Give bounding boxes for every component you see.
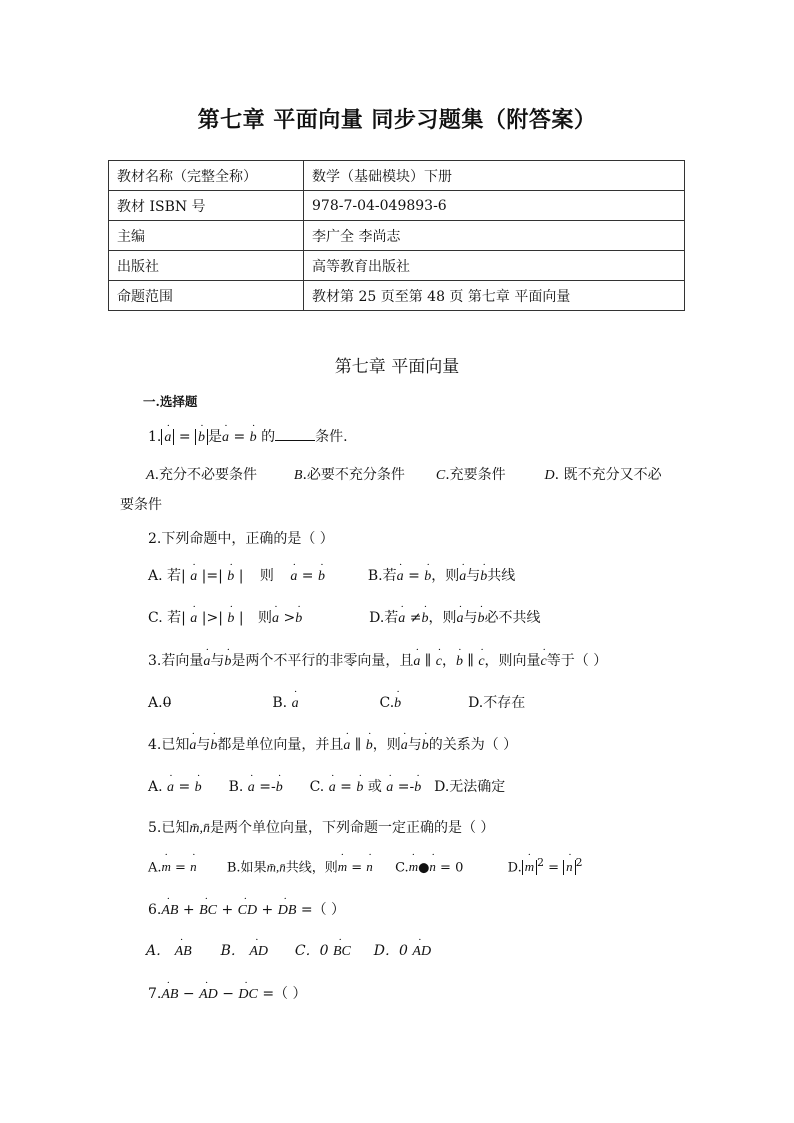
text: 条件. <box>315 429 348 445</box>
vector-DB: · DB <box>278 903 297 919</box>
table-row <box>109 251 685 281</box>
vector-a: · a <box>164 430 171 446</box>
text: 等于（ ） <box>546 653 608 669</box>
question-number: 1. <box>148 429 162 445</box>
option-letter: B <box>293 468 303 483</box>
option-a: A. <box>148 860 162 876</box>
vector-a: · a <box>248 780 255 796</box>
option-a: A. 若 <box>148 568 182 584</box>
text: 共线，则 <box>285 860 338 876</box>
vector-c: · c <box>541 654 547 670</box>
vector-a: · a <box>167 780 174 796</box>
table-row <box>109 161 685 191</box>
vector-b: · b <box>195 780 202 796</box>
option-c: .充要条件 <box>445 467 506 483</box>
text: 与 <box>407 737 422 753</box>
table-cell-value: 李广全 李尚志 <box>304 221 685 251</box>
vector-n: · n <box>366 859 373 875</box>
vector-b: · b <box>210 738 217 754</box>
option-c: C. <box>309 779 325 795</box>
option-a: A. <box>148 695 163 711</box>
text: ，则向量 <box>484 653 541 669</box>
text: =（ ） <box>262 986 307 1002</box>
page-title: 第七章 平面向量 同步习题集（附答案） <box>197 108 597 133</box>
option-c: C．0 <box>294 943 329 959</box>
vector-c: · c <box>478 654 484 670</box>
text: 都是单位向量，并且 <box>217 737 344 753</box>
vector-AB: · AB <box>161 903 178 919</box>
question-1: 1.· a = · b 是· a = · b 的 条件. <box>148 426 348 446</box>
vector-n: · n <box>190 859 197 875</box>
vectors-m-n: m̄,n̄ <box>266 859 286 875</box>
option-b: B. <box>272 695 288 711</box>
text: 则 <box>259 568 274 584</box>
vector-AD: · AD <box>199 987 218 1003</box>
vector-a: · a <box>190 611 197 627</box>
option-d: D.无法确定 <box>434 779 506 795</box>
vector-b: · b <box>421 611 428 627</box>
option-a: .充分不必要条件 <box>154 467 258 483</box>
vector-a: · a <box>329 780 336 796</box>
text: 的关系为（ ） <box>428 737 518 753</box>
text: 必不共线 <box>484 610 541 626</box>
question-3-options <box>148 692 525 712</box>
text: 与 <box>196 737 211 753</box>
vector-b: · b <box>480 569 487 585</box>
answer-blank <box>275 428 315 441</box>
vector-a: · a <box>397 569 404 585</box>
vector-n: · n <box>566 859 573 875</box>
text: ，则 <box>428 610 457 626</box>
vector-n: · n <box>429 859 436 875</box>
text: 是两个单位向量，下列命题一定正确的是（ ） <box>209 820 495 836</box>
question-number: 7. <box>148 986 162 1002</box>
question-2-row-2: C. 若| · a |>| · b | 则· a >· b D.若· a ≠· b，则· a与· b必不共线 <box>148 607 540 627</box>
text: ，则 <box>372 737 401 753</box>
text: =（ ） <box>300 902 346 918</box>
vector-a: · a <box>343 738 350 754</box>
textbook-info-table <box>108 160 685 311</box>
vector-m: · m <box>525 859 534 875</box>
vector-a: · a <box>456 611 463 627</box>
vector-b: · b <box>276 780 283 796</box>
question-6-options <box>146 940 431 960</box>
text: 是两个不平行的非零向量，且 <box>231 653 414 669</box>
option-d: D.若 <box>369 610 399 626</box>
option-letter: D <box>544 468 555 483</box>
chapter-heading: 第七章 平面向量 <box>334 357 460 377</box>
vector-a: · a <box>413 654 420 670</box>
vector-CD: · CD <box>238 903 257 919</box>
vector-b: · b <box>394 696 401 712</box>
text: ，则 <box>431 568 460 584</box>
option-letter: A <box>146 468 155 483</box>
vector-a: · a <box>290 569 297 585</box>
table-cell-value: 数学（基础模块）下册 <box>304 161 685 191</box>
option-b: B. <box>228 779 244 795</box>
vector-b: · b <box>366 738 373 754</box>
text: 与 <box>466 568 481 584</box>
vector-AD: · AD <box>412 944 431 960</box>
table-cell-label: 出版社 <box>109 251 304 281</box>
vector-m: · m <box>162 859 171 875</box>
vector-a: · a <box>386 780 393 796</box>
vector-AD: · AD <box>249 944 268 960</box>
vector-AB: · AB <box>175 944 192 960</box>
text: 与 <box>463 610 478 626</box>
question-7-stem: 7.· AB − · AD − · DC =（ ） <box>148 983 307 1003</box>
vector-a: · a <box>459 569 466 585</box>
option-d: D.不存在 <box>468 695 526 711</box>
option-c: C. <box>379 695 395 711</box>
vector-a: · a <box>398 611 405 627</box>
option-c: C. 若 <box>148 610 182 626</box>
text: 5.已知 <box>148 820 190 836</box>
question-6-stem: 6.· AB + · BC + · CD + · DB =（ ） <box>148 899 345 919</box>
vector-a: · a <box>272 611 279 627</box>
question-5-options: A.· m = · n B.如果m̄,n̄共线，则· m = · n C.· m●· n = 0 D.· m $^2$ = · n $^2$ <box>148 856 583 875</box>
vector-c: · c <box>436 654 442 670</box>
question-1-options-cont: 要条件 <box>120 497 162 513</box>
text: 的 <box>261 429 276 445</box>
vector-b: · b <box>422 738 429 754</box>
vector-b: · b <box>198 430 205 446</box>
vector-b: · b <box>318 569 325 585</box>
vector-a: · a <box>401 738 408 754</box>
vector-a: · a <box>189 738 196 754</box>
question-2-stem: 2.下列命题中，正确的是（ ） <box>148 531 334 547</box>
question-1-options <box>146 464 662 484</box>
table-cell-label: 命题范围 <box>109 281 304 311</box>
vector-b: · b <box>224 654 231 670</box>
vector-m: · m <box>338 859 347 875</box>
text: 3.若向量 <box>148 653 204 669</box>
vector-BC: · BC <box>199 903 217 919</box>
table-row <box>109 281 685 311</box>
abs-a <box>161 429 174 445</box>
vector-a: · a <box>292 696 299 712</box>
question-4-options: A. · a = · b B. · a =-· b C. · a = · b 或 · a =-· b D.无法确定 <box>148 776 505 796</box>
option-d: D. <box>507 860 522 876</box>
option-d: . 既不充分又不必 <box>554 467 662 483</box>
vector-b: · b <box>250 430 257 446</box>
vector-b: · b <box>356 780 363 796</box>
text: 与 <box>210 653 225 669</box>
option-b: .必要不充分条件 <box>302 467 405 483</box>
table-cell-value: 978-7-04-049893-6 <box>304 191 685 221</box>
text: 共线 <box>487 568 516 584</box>
vector-BC: · BC <box>333 944 351 960</box>
vector-b: · b <box>414 780 421 796</box>
abs-b <box>195 429 208 445</box>
vector-b: · b <box>295 611 302 627</box>
vector-a: · a <box>190 569 197 585</box>
option-b: B.若 <box>367 568 397 584</box>
option-a: A． <box>146 943 171 959</box>
text: 或 <box>367 779 382 795</box>
table-row <box>109 221 685 251</box>
vector-b: · b <box>227 611 234 627</box>
option-b: B.如果 <box>226 860 267 876</box>
text: 是 <box>208 429 222 445</box>
vector-AB: · AB <box>161 987 178 1003</box>
vectors-m-n: m̄,n̄ <box>189 821 210 836</box>
option-c: C. <box>395 860 409 876</box>
question-5-stem <box>148 817 494 837</box>
vector-a: · a <box>222 430 229 446</box>
table-cell-label: 教材名称（完整全称） <box>109 161 304 191</box>
section-heading: 一.选择题 <box>143 394 198 409</box>
vector-b: · b <box>424 569 431 585</box>
option-letter: C <box>435 468 446 483</box>
table-cell-label: 教材 ISBN 号 <box>109 191 304 221</box>
vector-b: · b <box>456 654 463 670</box>
vector-m: · m <box>409 859 418 875</box>
question-2-row-1: A. 若| · a |=| · b | 则 · a = · b B.若· a = · b，则· a与· b共线 <box>148 565 515 585</box>
question-3-stem: 3.若向量· a与· b是两个不平行的非零向量，且· a ∥ · c，· b ∥ · c，则向量· c等于（ ） <box>148 650 607 670</box>
text: ， <box>441 653 456 669</box>
table-cell-value: 教材第 25 页至第 48 页 第七章 平面向量 <box>304 281 685 311</box>
question-number: 6. <box>148 902 162 918</box>
vector-DC: · DC <box>238 987 257 1003</box>
table-row <box>109 191 685 221</box>
vector-b: · b <box>227 569 234 585</box>
question-4-stem: 4.已知· a与· b都是单位向量，并且· a ∥ · b，则· a与· b的关系为（ ） <box>148 734 517 754</box>
table-cell-label: 主编 <box>109 221 304 251</box>
option-d: D．0 <box>373 943 408 959</box>
vector-b: · b <box>477 611 484 627</box>
text: 则 <box>258 610 272 626</box>
zero-vector: 0̶ <box>162 695 172 711</box>
table-cell-value: 高等教育出版社 <box>304 251 685 281</box>
vector-a: · a <box>203 654 210 670</box>
option-a: A. <box>148 779 163 795</box>
text: 4.已知 <box>148 737 190 753</box>
option-b: B． <box>220 943 245 959</box>
